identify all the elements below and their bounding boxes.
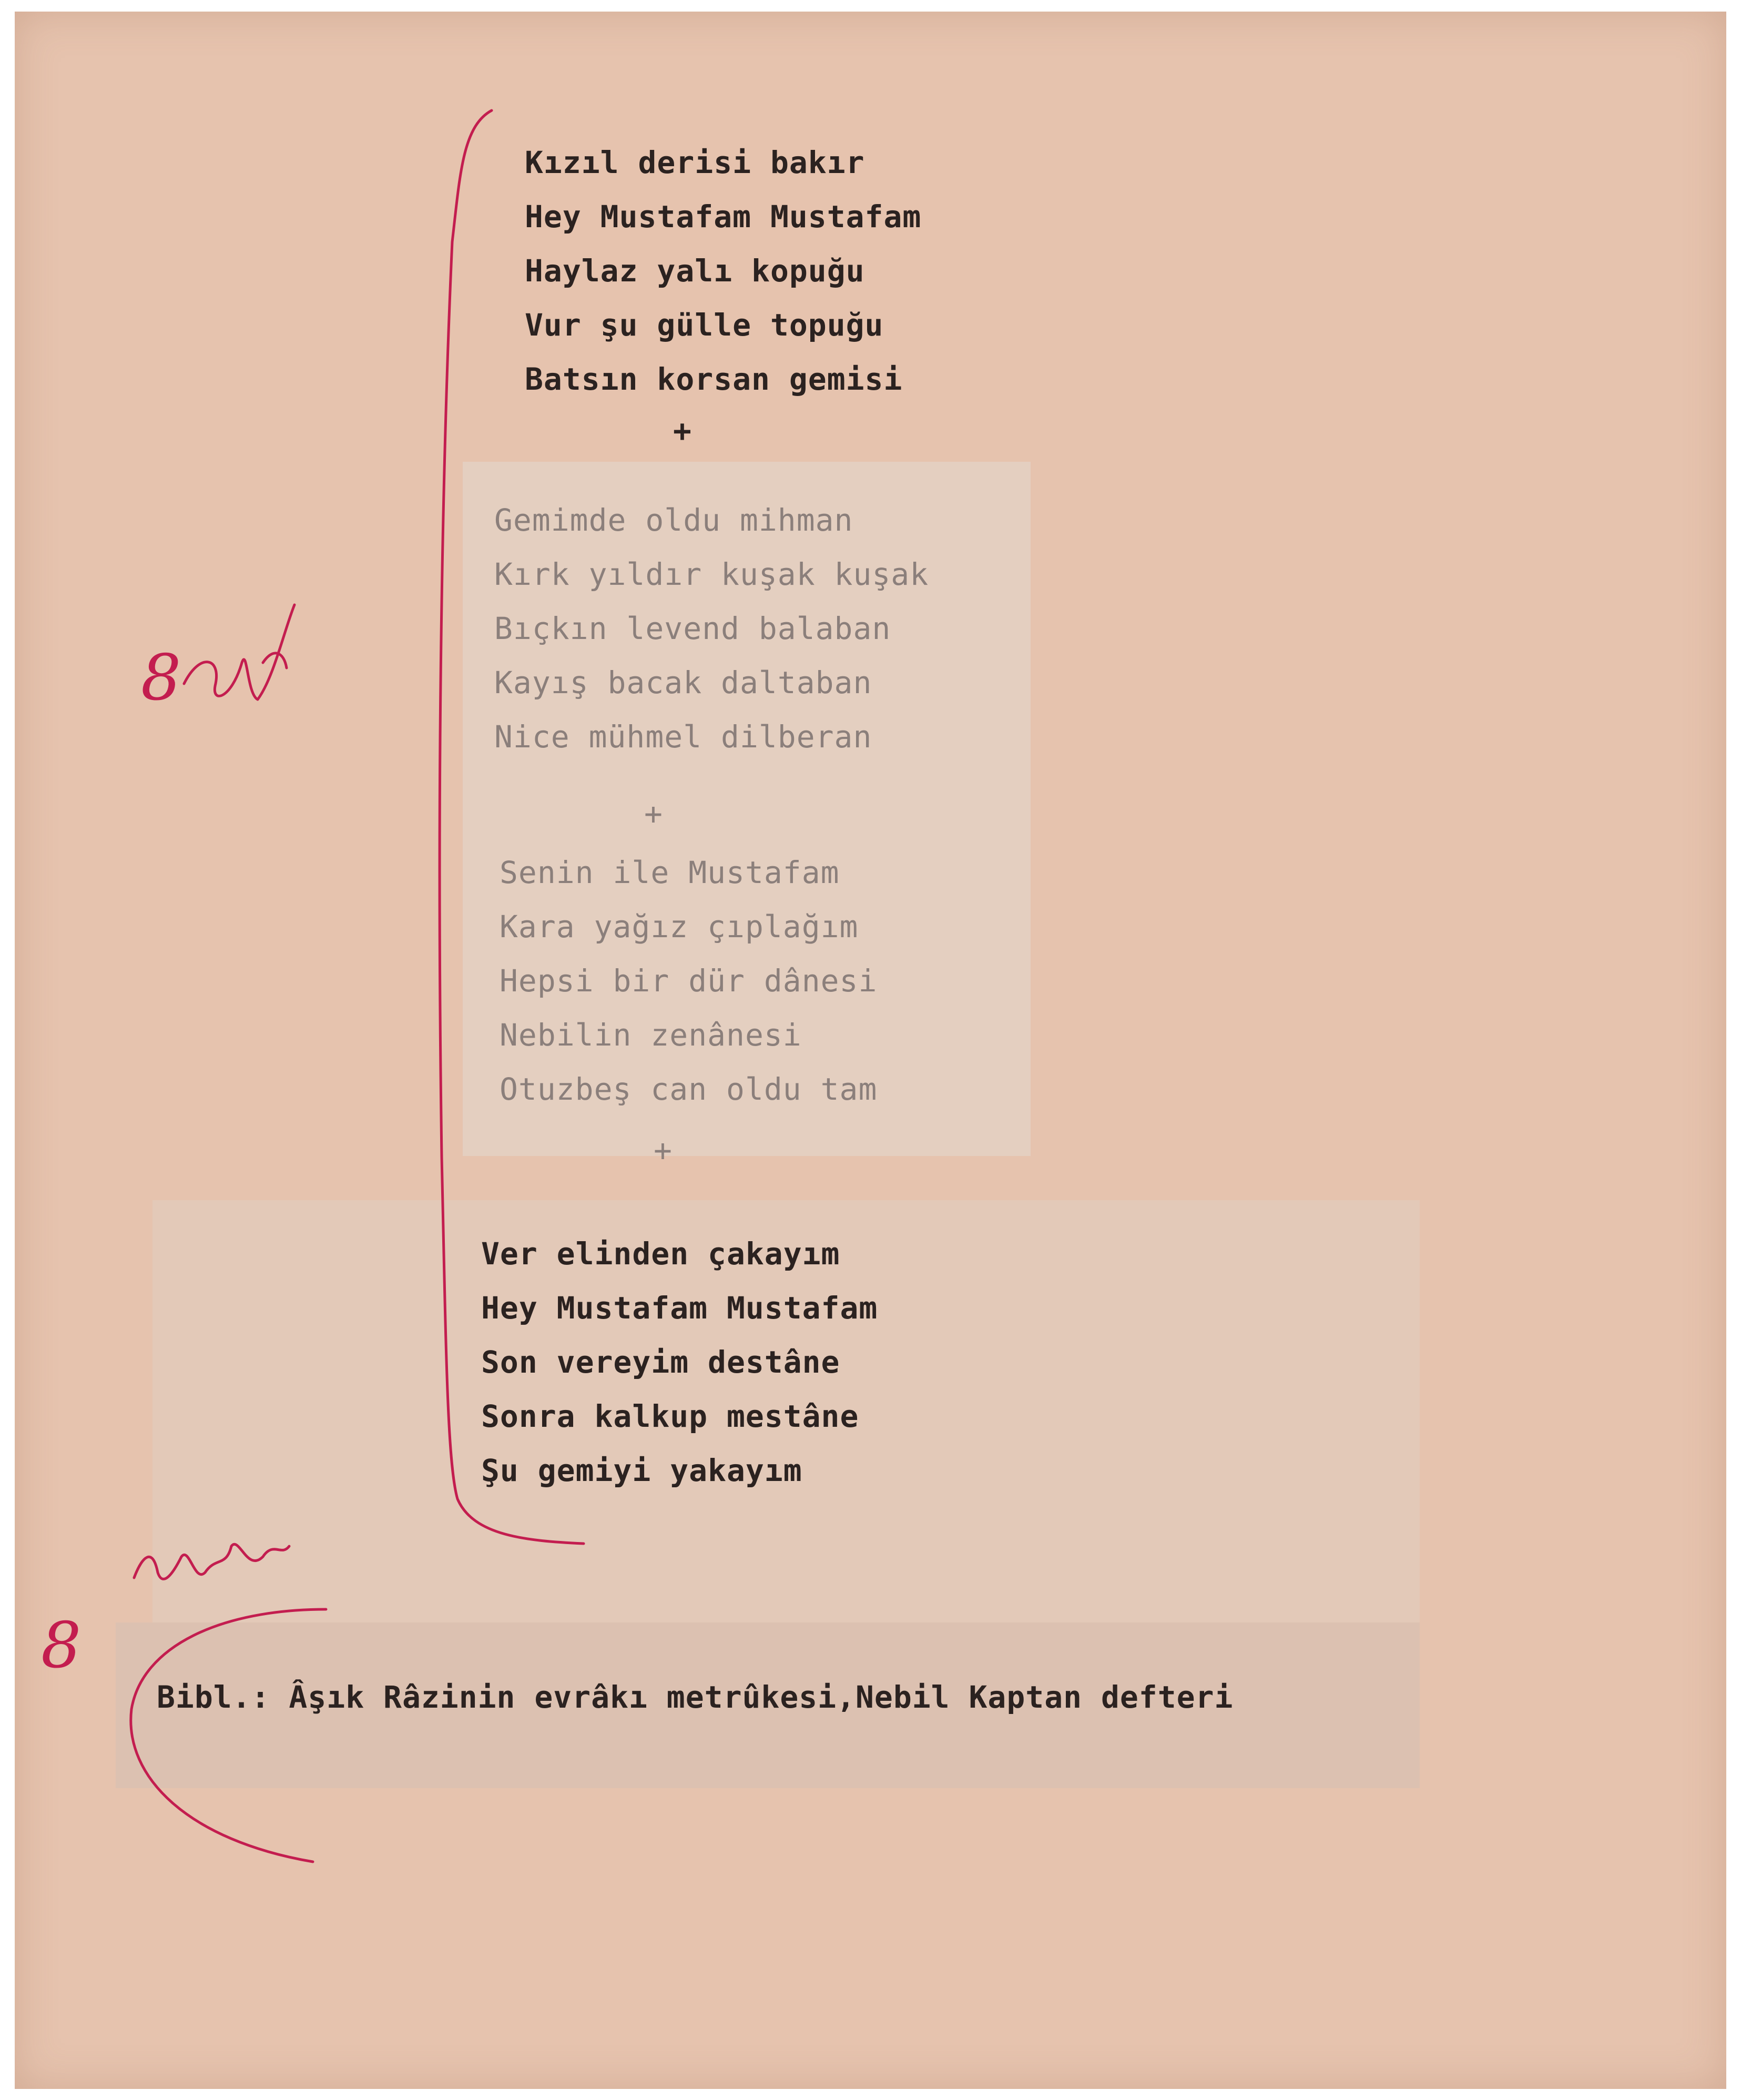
verse-line: Gemimde oldu mihman	[494, 502, 853, 538]
verse-line: Son vereyim destâne	[481, 1344, 840, 1380]
verse-line: Otuzbeş can oldu tam	[500, 1071, 878, 1107]
verse-line: Hey Mustafam Mustafam	[525, 199, 922, 235]
separator-mark: +	[673, 413, 691, 449]
verse-line: Nice mühmel dilberan	[494, 719, 872, 755]
handwriting-scribble-lower	[134, 1544, 289, 1579]
handwriting-scribble-upper	[184, 605, 294, 699]
verse-line: Kırk yıldır kuşak kuşak	[494, 556, 929, 592]
annotation-number-lower: 8	[41, 1609, 82, 1682]
verse-line: Kızıl derisi bakır	[525, 145, 865, 180]
verse-line: Şu gemiyi yakayım	[481, 1453, 802, 1488]
verse-line: Ver elinden çakayım	[481, 1236, 840, 1272]
bibliography-line: Bibl.: Âşık Râzinin evrâkı metrûkesi,Nebil Kaptan defteri	[157, 1679, 1234, 1715]
verse-line: Nebilin zenânesi	[500, 1017, 802, 1053]
verse-line: Kara yağız çıplağım	[500, 909, 859, 945]
verse-line: Batsın korsan gemisi	[525, 361, 903, 397]
verse-line: Hey Mustafam Mustafam	[481, 1290, 878, 1326]
verse-line: Kayış bacak daltaban	[494, 665, 872, 701]
verse-line: Vur şu gülle topuğu	[525, 307, 884, 343]
separator-mark: +	[654, 1132, 672, 1168]
verse-line: Sonra kalkup mestâne	[481, 1398, 859, 1434]
verse-line: Senin ile Mustafam	[500, 855, 840, 890]
verse-line: Haylaz yalı kopuğu	[525, 253, 865, 289]
separator-mark: +	[644, 796, 663, 831]
verse-line: Bıçkın levend balaban	[494, 611, 891, 646]
annotation-number-upper: 8	[141, 642, 181, 715]
left-bracket-mark	[440, 110, 584, 1544]
verse-line: Hepsi bir dür dânesi	[500, 963, 878, 999]
lower-bracket-mark	[131, 1609, 326, 1862]
